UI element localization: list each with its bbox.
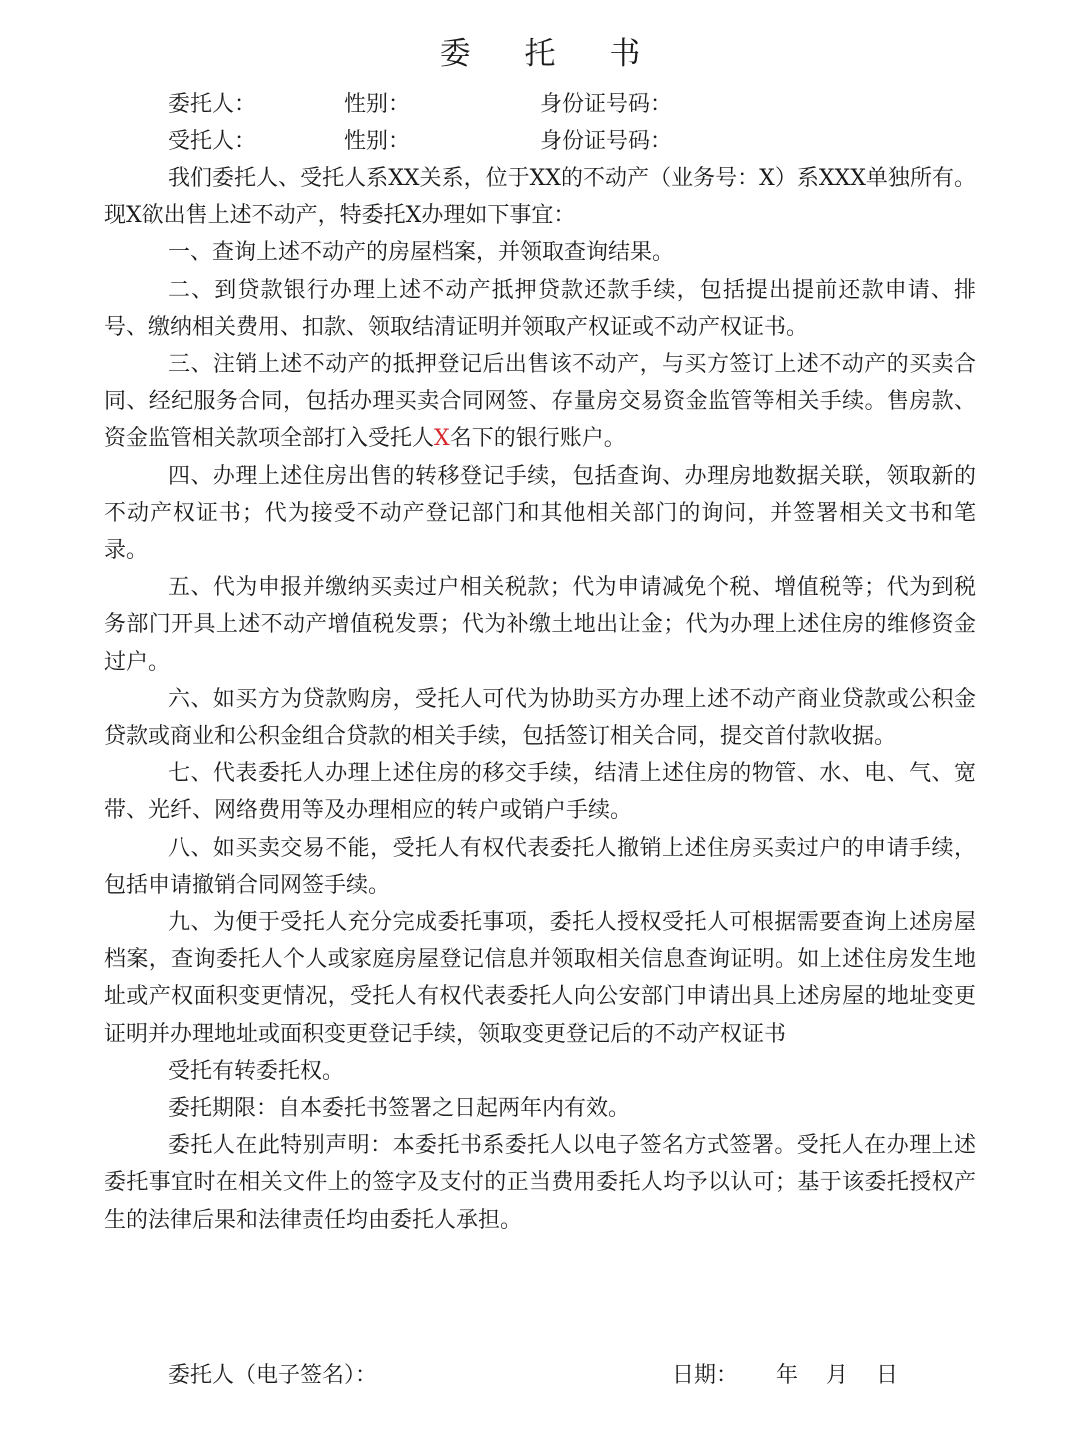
agent-label: 受托人： (168, 129, 257, 154)
item-3-text-a: 三、注销上述不动产的抵押登记后出售该不动产，与买方签订上述不动产的买卖合同、经纪服务合同，包括办理买卖合同网签、存量房交易资金监管等相关手续。售房款、资金监管相关款项全部打入受托人 (104, 352, 976, 452)
item-9: 九、为便于受托人充分完成委托事项，委托人授权受托人可根据需要查询上述房屋档案，查询委托人个人或家庭房屋登记信息并领取相关信息查询证明。如上述住房发生地址或产权面积变更情况，受托人有权代表委托人向公安部门申请出具上述房屋的地址变更证明并办理地址或面积变更登记手续，领取变更登记后的不动产权证书 (104, 910, 976, 1047)
transfer-clause: 受托有转委托权。 (168, 1058, 345, 1084)
item-3-text-b: 名下的银行账户。 (449, 426, 626, 452)
agent-row (104, 123, 976, 160)
principal-id-label: 身份证号码： (540, 92, 673, 117)
item-1: 一、查询上述不动产的房屋档案，并领取查询结果。 (168, 240, 675, 266)
item-5: 五、代为申报并缴纳买卖过户相关税款；代为申请减免个税、增值税等；代为到税务部门开具上述不动产增值税发票；代为补缴土地出让金；代为办理上述住房的维修资金过户。 (104, 575, 976, 675)
date-year: 年 (776, 1363, 799, 1388)
term-clause: 委托期限：自本委托书签署之日起两年内有效。 (168, 1096, 631, 1122)
item-7: 七、代表委托人办理上述住房的移交手续，结清上述住房的物管、水、电、气、宽带、光纤、网络费用等及办理相应的转户或销户手续。 (104, 761, 976, 824)
item-8: 八、如买卖交易不能，受托人有权代表委托人撤销上述住房买卖过户的申请手续，包括申请撤销合同网签手续。 (104, 835, 976, 898)
item-3-red-x: X (434, 426, 450, 452)
document-body (104, 160, 976, 1239)
item-3 (104, 346, 976, 458)
agent-gender-label: 性别： (344, 129, 411, 154)
principal-row (104, 86, 976, 123)
date-day: 日 (876, 1363, 899, 1388)
signature-line (104, 1356, 976, 1396)
date-month: 月 (826, 1363, 849, 1388)
declaration-clause: 委托人在此特别声明：本委托书系委托人以电子签名方式签署。受托人在办理上述委托事宜时在相关文件上的签字及支付的正当费用委托人均予以认可；基于该委托授权产生的法律后果和法律责任均由委托人承担。 (104, 1133, 976, 1233)
item-2: 二、到贷款银行办理上述不动产抵押贷款还款手续，包括提出提前还款申请、排号、缴纳相关费用、扣款、领取结清证明并领取产权证或不动产权证书。 (104, 277, 976, 340)
intro-paragraph: 我们委托人、受托人系XX关系，位于XX的不动产（业务号：X）系XXX单独所有。现X欲出售上述不动产，特委托X办理如下事宜： (104, 166, 976, 229)
principal-signature-label: 委托人（电子签名）： (168, 1363, 378, 1388)
date-label: 日期： (672, 1363, 739, 1388)
item-6: 六、如买方为贷款购房，受托人可代为协助买方办理上述不动产商业贷款或公积金贷款或商业和公积金组合贷款的相关手续，包括签订相关合同，提交首付款收据。 (104, 686, 976, 750)
agent-id-label: 身份证号码： (540, 129, 673, 154)
principal-gender-label: 性别： (344, 92, 411, 117)
item-4: 四、办理上述住房出售的转移登记手续，包括查询、办理房地数据关联，领取新的不动产权证书；代为接受不动产登记部门和其他相关部门的询问，并签署相关文书和笔录。 (104, 463, 976, 564)
principal-label: 委托人： (168, 92, 257, 117)
document-title: 委 托 书 (439, 36, 663, 72)
party-info (104, 86, 976, 160)
date-field (672, 1356, 898, 1396)
